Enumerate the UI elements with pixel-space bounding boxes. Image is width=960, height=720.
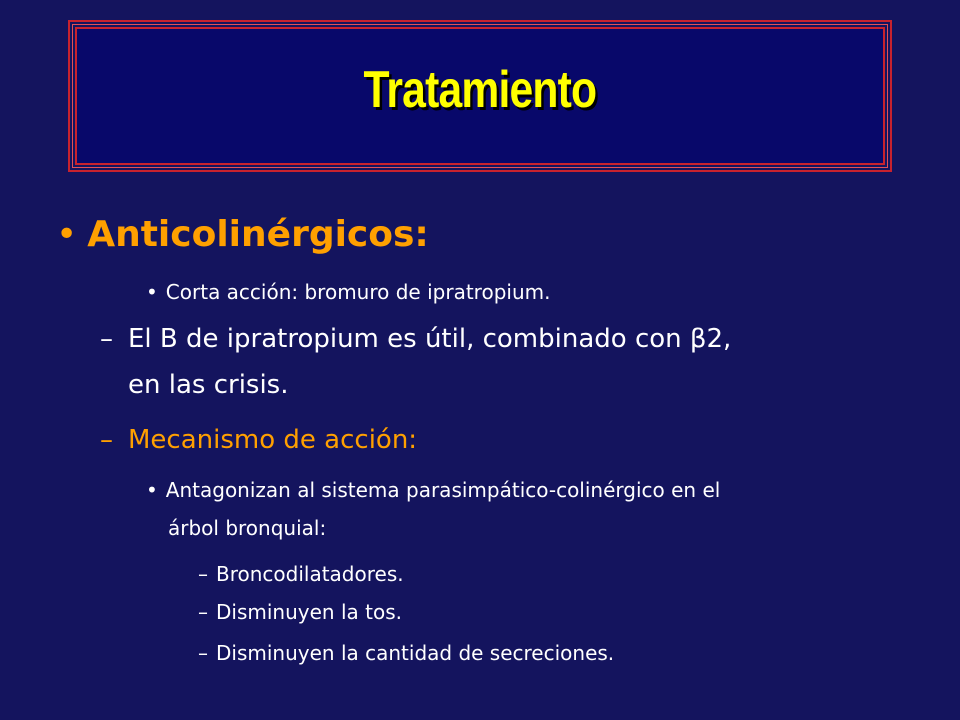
sub-dash-text: Disminuyen la cantidad de secreciones. [216, 641, 615, 665]
dash-item-ipratropium [100, 324, 731, 354]
subbullet-text: árbol bronquial: [168, 516, 327, 540]
sub-dash-secreciones [198, 641, 614, 665]
dash-item-text: en las crisis. [128, 370, 289, 400]
dash-item-text: El B de ipratropium es útil, combinado con β2, [128, 324, 732, 354]
subbullet-antagonizan [146, 478, 720, 502]
main-bullet [56, 214, 429, 255]
subbullet-text: Corta acción: bromuro de ipratropium. [165, 280, 551, 304]
bullet-marker: • [56, 214, 78, 255]
subbullet-corta-accion [146, 280, 550, 304]
dash-item-text: Mecanismo de acción: [128, 425, 418, 455]
slide-title: Tratamiento [363, 61, 597, 119]
sub-dash-tos [198, 600, 402, 624]
dash-marker: – [198, 562, 208, 586]
subbullet-text: Antagonizan al sistema parasimpático-colinérgico en el [165, 478, 721, 502]
subbullet-antagonizan-cont [168, 516, 326, 540]
sub-dash-text: Broncodilatadores. [216, 562, 404, 586]
dash-marker: – [198, 641, 208, 665]
dash-item-ipratropium-cont [128, 370, 289, 400]
bullet-marker: • [146, 478, 158, 502]
dash-marker: – [100, 324, 113, 354]
sub-dash-broncodilatadores [198, 562, 404, 586]
main-bullet-text: Anticolinérgicos: [87, 214, 429, 255]
dash-marker: – [198, 600, 208, 624]
dash-marker: – [100, 425, 113, 455]
dash-item-mecanismo [100, 425, 417, 455]
sub-dash-text: Disminuyen la tos. [216, 600, 402, 624]
bullet-marker: • [146, 280, 158, 304]
